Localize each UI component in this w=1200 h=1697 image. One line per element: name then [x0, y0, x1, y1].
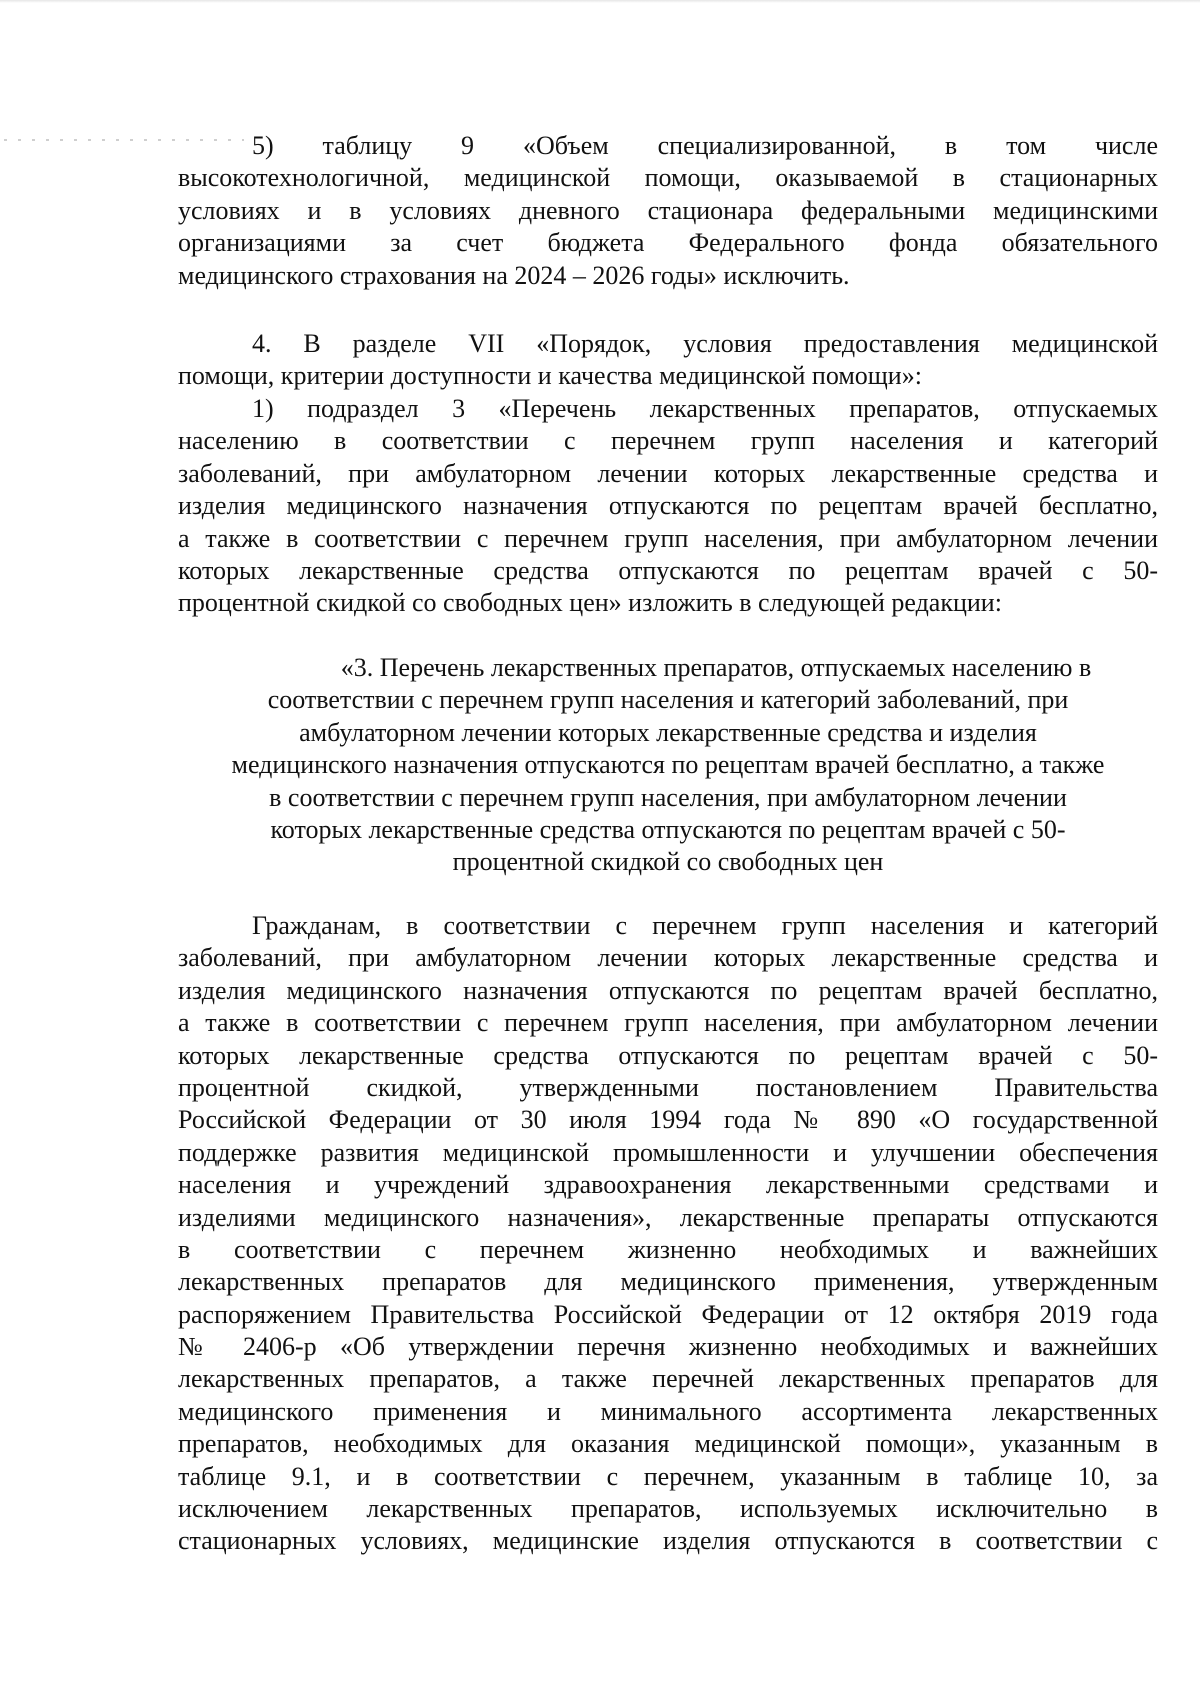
text-line: лекарственных препаратов, а также перечней лекарственных препаратов для — [178, 1364, 1158, 1394]
text-line: высокотехнологичной, медицинской помощи, оказываемой в стационарных — [178, 163, 1158, 193]
text-line: № 2406-р «Об утверждении перечня жизненно необходимых и важнейших — [178, 1332, 1158, 1362]
text-line: которых лекарственные средства отпускаются по рецептам врачей с 50- — [178, 555, 1158, 585]
heading-line: которых лекарственные средства отпускаются по рецептам врачей с 50- — [270, 814, 1066, 844]
text-line: а также в соответствии с перечнем групп населения, при амбулаторном лечении — [178, 1008, 1158, 1038]
text-line: процентной скидкой со свободных цен» изложить в следующей редакции: — [178, 588, 1002, 618]
text-line: Гражданам, в соответствии с перечнем групп населения и категорий — [252, 911, 1158, 940]
text-line: в соответствии с перечнем жизненно необходимых и важнейших — [178, 1234, 1158, 1264]
heading-line: медицинского назначения отпускаются по рецептам врачей бесплатно, а также — [231, 750, 1105, 780]
text-line: условиях и в условиях дневного стационара федеральными медицинскими — [178, 195, 1158, 225]
text-line: стационарных условиях, медицинские изделия отпускаются в соответствии с — [178, 1526, 1158, 1556]
paragraph-section-4 — [178, 328, 1158, 393]
text-line: которых лекарственные средства отпускаются по рецептам врачей с 50- — [178, 1040, 1158, 1070]
paragraph-citizens — [178, 910, 1158, 1558]
text-line: а также в соответствии с перечнем групп населения, при амбулаторном лечении — [178, 523, 1158, 553]
text-line: заболеваний, при амбулаторном лечении которых лекарственные средства и — [178, 458, 1158, 488]
text-line: Российской Федерации от 30 июля 1994 года № 890 «О государственной — [178, 1105, 1158, 1135]
paragraph-item-5 — [178, 130, 1158, 292]
text-line: таблице 9.1, и в соответствии с перечнем, указанным в таблице 10, за — [178, 1461, 1158, 1491]
heading-line: соответствии с перечнем групп населения и категорий заболеваний, при — [267, 685, 1069, 715]
text-line: изделиями медицинского назначения», лекарственные препараты отпускаются — [178, 1202, 1158, 1232]
text-line: помощи, критерии доступности и качества медицинской помощи»: — [178, 361, 922, 391]
text-line: населения и учреждений здравоохранения лекарственными средствами и — [178, 1170, 1158, 1200]
text-line: 4. В разделе VII «Порядок, условия предоставления медицинской — [252, 329, 1158, 358]
heading-line: амбулаторном лечении которых лекарственные средства и изделия — [299, 717, 1037, 747]
text-line: организациями за счет бюджета Федерального фонда обязательного — [178, 228, 1158, 258]
heading-line: «3. Перечень лекарственных препаратов, отпускаемых населению в — [340, 653, 1092, 682]
text-line: медицинского применения и минимального ассортимента лекарственных — [178, 1396, 1158, 1426]
text-line: населению в соответствии с перечнем групп населения и категорий — [178, 426, 1158, 456]
text-line: 1) подраздел 3 «Перечень лекарственных препаратов, отпускаемых — [252, 394, 1158, 423]
text-line: исключением лекарственных препаратов, используемых исключительно в — [178, 1494, 1158, 1524]
subsection-heading — [178, 652, 1158, 879]
text-line: лекарственных препаратов для медицинского применения, утвержденным — [178, 1267, 1158, 1297]
heading-line: в соответствии с перечнем групп населения, при амбулаторном лечении — [269, 782, 1067, 812]
text-line: изделия медицинского назначения отпускаются по рецептам врачей бесплатно, — [178, 491, 1158, 521]
text-line: заболеваний, при амбулаторном лечении которых лекарственные средства и — [178, 943, 1158, 973]
text-line: распоряжением Правительства Российской Федерации от 12 октября 2019 года — [178, 1299, 1158, 1329]
text-line: медицинского страхования на 2024 – 2026 годы» исключить. — [178, 260, 850, 290]
text-line: препаратов, необходимых для оказания медицинской помощи», указанным в — [178, 1429, 1158, 1459]
heading-line: процентной скидкой со свободных цен — [452, 847, 884, 877]
text-line: 5) таблицу 9 «Объем специализированной, в том числе — [252, 131, 1158, 160]
text-line: поддержке развития медицинской промышленности и улучшении обеспечения — [178, 1137, 1158, 1167]
scan-edge — [0, 0, 1200, 3]
text-line: изделия медицинского назначения отпускаются по рецептам врачей бесплатно, — [178, 975, 1158, 1005]
text-line: процентной скидкой, утвержденными постановлением Правительства — [178, 1072, 1158, 1102]
paragraph-subsection-1 — [178, 393, 1158, 620]
